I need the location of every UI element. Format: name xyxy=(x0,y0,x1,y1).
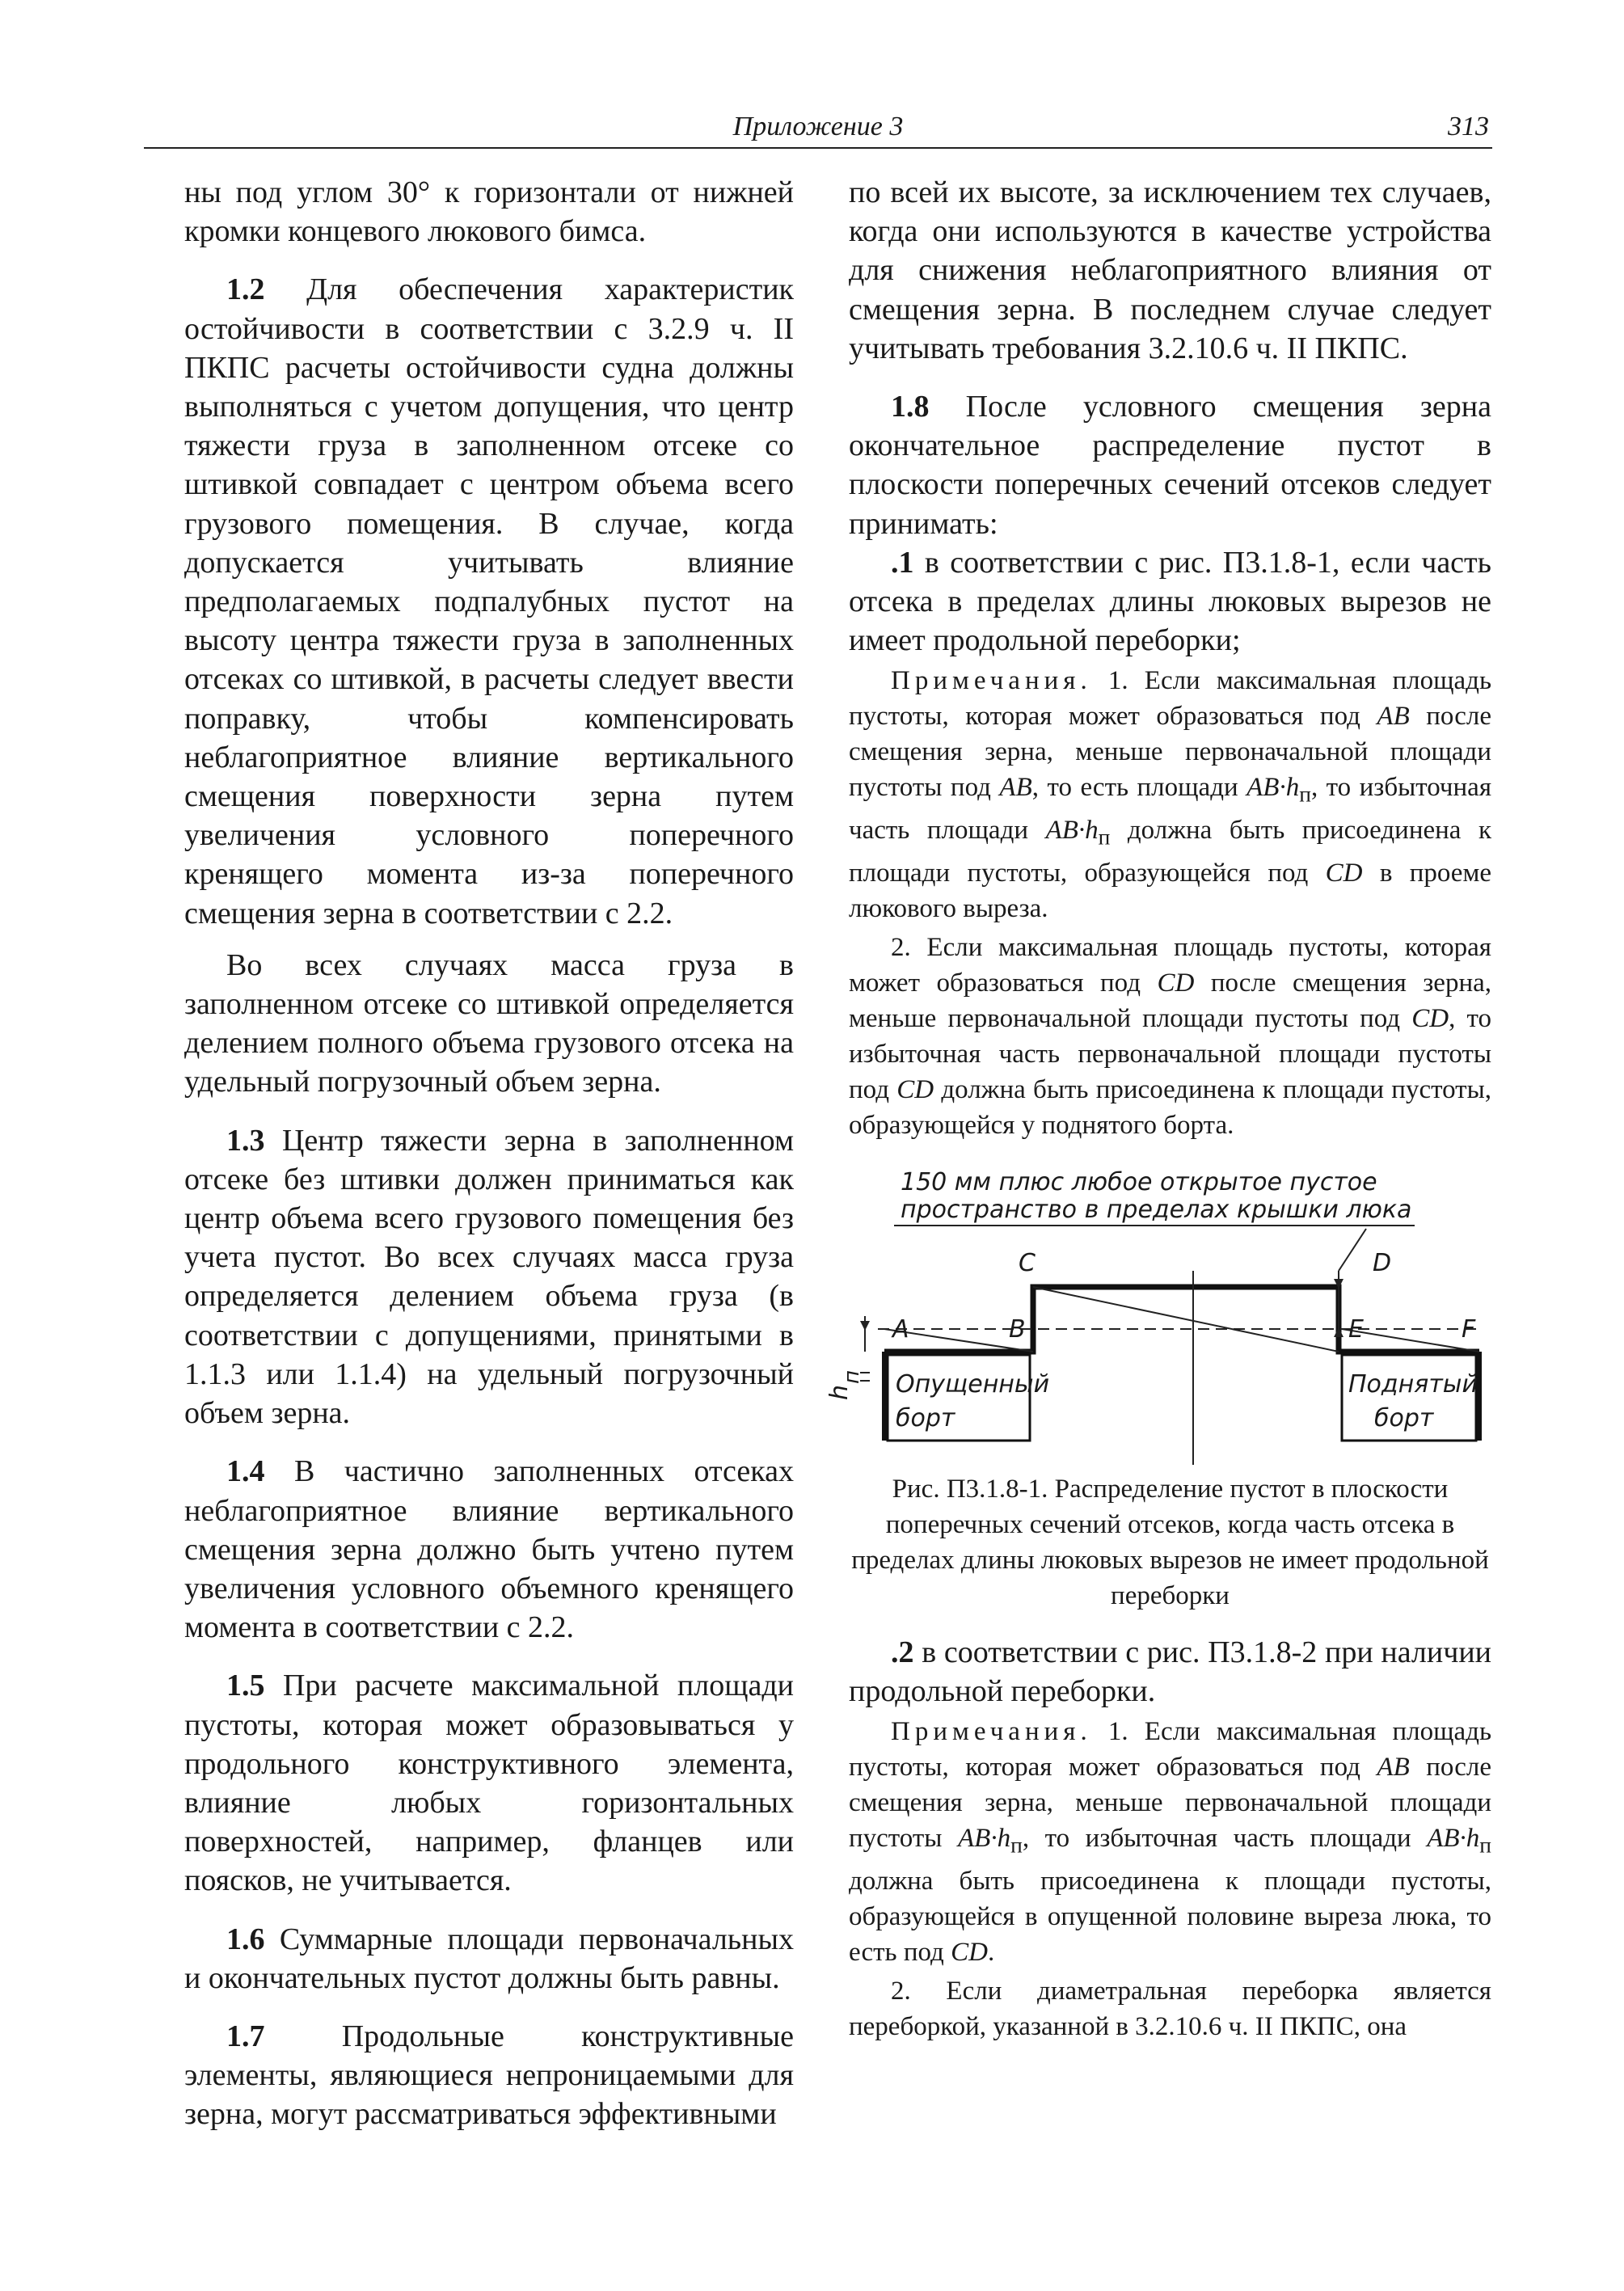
lowered-side-label-2: борт xyxy=(896,1403,955,1432)
paragraph-1-5: 1.5 При расчете максимальной площади пустоты, которая может образовываться у продольного конструктивного элемента, влияние любых горизонтальных поверхностей, например, фланцев или поясков, не учитывается. xyxy=(184,1669,794,1898)
svg-text:п: п xyxy=(840,1369,864,1384)
page-header xyxy=(144,107,1492,149)
page-number: 313 xyxy=(1448,112,1489,141)
shifted-surface-hatch xyxy=(1033,1287,1339,1352)
header-title: Приложение 3 xyxy=(732,112,904,141)
figure-caption: Рис. П3.1.8-1. Распределение пустот в плоскости поперечных сечений отсеков, когда часть отсека в пределах длины люковых вырезов не имеет продольной переборки xyxy=(851,1474,1489,1610)
note-2: 2. Если максимальная площадь пустоты, которая может образоваться под CD после смещения зерна, меньше первоначальной площади пустоты под CD, то избыточная часть первоначальной площади пустоты под CD должна быть присоединена к площади пустоты, образующейся у поднятого борта. xyxy=(849,932,1492,1140)
paragraph-1-7: 1.7 Продольные конструктивные элементы, являющиеся непроницаемыми для зерна, могут рассматриваться эффективными xyxy=(184,2019,794,2132)
paragraph-1-2: 1.2 Для обеспечения характеристик остойчивости в соответствии с 3.2.9 ч. II ПКПС расчеты остойчивости судна должны выполняться с учетом допущения, что центр тяжести груза в заполненном отсеке со штивкой совпадает с центром объема всего грузового помещения. В случае, когда допускается учитывать влияние предполагаемых подпалубных пустот на высоту центра тяжести груза в заполненных отсеках со штивкой, в расчеты следует ввести поправку, чтобы компенсировать неблагоприятное влияние вертикального смещения поверхности зерна путем увеличения условного поперечного кренящего момента из-за поперечного смещения зерна в соответствии с 2.2. xyxy=(184,272,794,930)
raised-side-label-2: борт xyxy=(1374,1403,1434,1432)
figure-title-line-2: пространство в пределах крышки люка xyxy=(901,1195,1412,1224)
paragraph-item-1: .1 в соответствии с рис. П3.1.8-1, если часть отсека в пределах длины люковых вырезов не имеет продольной переборки; xyxy=(849,545,1491,658)
note-4: 2. Если диаметральная переборка является переборкой, указанной в 3.2.10.6 ч. II ПКПС, она xyxy=(849,1976,1491,2041)
paragraph-1-3: 1.3 Центр тяжести зерна в заполненном отсеке без штивки должен приниматься как центр объема всего грузового помещения без учета пустот. Во всех случаях масса груза определяется делением объема груза (в соответствии с допущениями, принятыми в 1.1.3 или 1.1.4) на удельный погрузочный объем зерна. xyxy=(184,1123,794,1431)
paragraph-item-2: .2 в соответствии с рис. П3.1.8-2 при наличии продольной переборки. xyxy=(849,1635,1491,1708)
label-f: F xyxy=(1462,1314,1476,1344)
paragraph: Во всех случаях масса груза в заполненном отсеке со штивкой определяется делением полного объема грузового отсека на удельный погрузочный объем зерна. xyxy=(184,947,794,1099)
label-a: A xyxy=(892,1314,909,1344)
paragraph: по всей их высоте, за исключением тех случаев, когда они используются в качестве устройства для снижения неблагоприятного влияния от смещения зерна. В последнем случае следует учитывать требования 3.2.10.6 ч. II ПКПС. xyxy=(849,175,1491,365)
label-b: B xyxy=(1009,1314,1026,1344)
lowered-side-label-1: Опущенный xyxy=(896,1369,1050,1399)
label-c: C xyxy=(1019,1248,1036,1277)
paragraph-1-6: 1.6 Суммарные площади первоначальных и окончательных пустот должны быть равны. xyxy=(184,1922,794,1995)
arrow-down-icon xyxy=(860,1321,870,1331)
right-column xyxy=(825,173,1492,2044)
svg-text:h: h xyxy=(825,1384,854,1400)
note-3: Примечания. 1. Если максимальная площадь пустоты, которая может образоваться под AB после смещения зерна, меньше первоначальной площади пустоты $AB\cdot h_п$, то избыточная часть площади $AB\cdot h_п$ должна быть присоединена к площади пустоты, образующейся в опущенной половине выреза люка, то есть под CD. xyxy=(849,1717,1492,1967)
void-distribution-diagram xyxy=(825,1158,1491,1465)
leader-line xyxy=(1339,1229,1366,1271)
left-column xyxy=(184,173,794,2134)
note-1: Примечания. 1. Если максимальная площадь пустоты, которая может образоваться под AB после смещения зерна, меньше первоначальной площади пустоты под AB, то есть площади $AB\cdot h_п$, то избыточная часть площади $AB\cdot h_п$ должна быть присоединена к площади пустоты, образующейся под CD в проеме люкового выреза. xyxy=(849,666,1492,923)
label-d: D xyxy=(1373,1248,1392,1277)
label-h xyxy=(825,1370,864,1400)
paragraph-1-4: 1.4 В частично заполненных отсеках неблагоприятное влияние вертикального смещения зерна должно быть учтено путем увеличения условного объемного кренящего момента в соответствии с 2.2. xyxy=(184,1454,794,1645)
paragraph: ны под углом 30° к горизонтали от нижней кромки концевого люкового бимса. xyxy=(184,175,794,249)
figure-void-distribution xyxy=(825,1158,1491,1465)
raised-side-label-1: Поднятый xyxy=(1348,1369,1478,1399)
figure-title-line-1: 150 мм плюс любое открытое пустое xyxy=(901,1167,1377,1196)
label-e: E xyxy=(1348,1314,1364,1344)
paragraph-1-8: 1.8 После условного смещения зерна окончательное распределение пустот в плоскости поперечных сечений отсеков следует принимать: xyxy=(849,390,1491,541)
